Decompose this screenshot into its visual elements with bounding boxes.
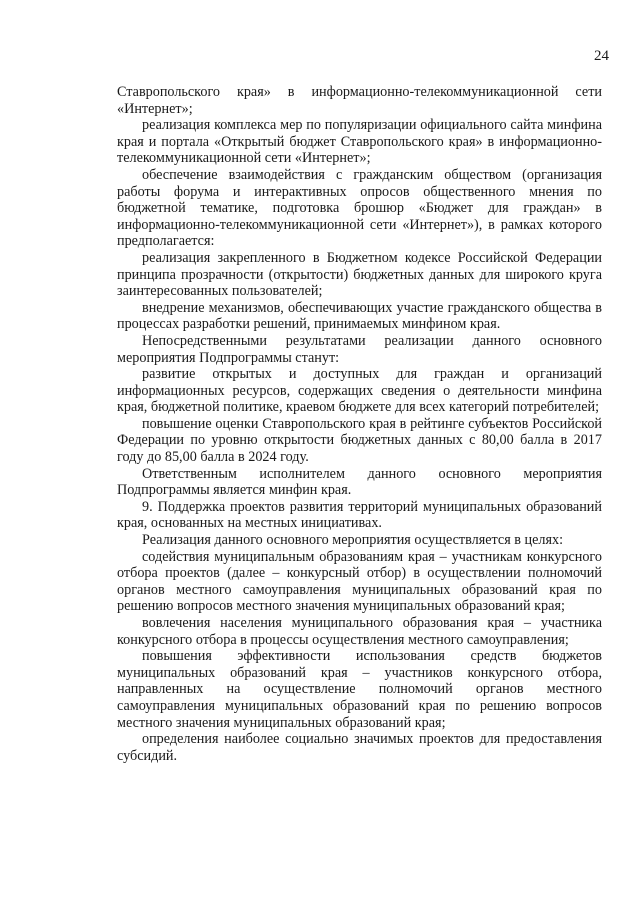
paragraph: реализация закрепленного в Бюджетном кодексе Российской Федерации принципа прозрачности (открытости) бюджетных данных для широкого круга заинтересованных пользователей; <box>117 249 602 300</box>
paragraph: повышение оценки Ставропольского края в рейтинге субъектов Российской Федерации по уровню открытости бюджетных данных с 80,00 балла в 2017 году до 85,00 балла в 2024 году. <box>117 415 602 466</box>
paragraph: обеспечение взаимодействия с гражданским обществом (организация работы форума и интерактивных опросов общественного мнения по бюджетной тематике, подготовка брошюр «Бюджет для граждан» в информационно-телекоммуникационной сети «Интернет»), в рамках которого предполагается: <box>117 166 602 250</box>
paragraph: повышения эффективности использования средств бюджетов муниципальных образований края – участников конкурсного отбора, направленных на осуществление полномочий органов местного самоуправления муниципальных образований края по решению вопросов местного значения муниципальных образований края; <box>117 648 602 731</box>
page-number: 24 <box>594 48 609 64</box>
paragraph: реализация комплекса мер по популяризации официального сайта минфина края и портала «Открытый бюджет Ставропольского края» в информационно-телекоммуникационной сети «Интернет»; <box>117 117 602 167</box>
paragraph: Ставропольского края» в информационно-телекоммуникационной сети «Интернет»; <box>117 84 602 117</box>
paragraph: определения наиболее социально значимых проектов для предоставления субсидий. <box>117 731 602 764</box>
paragraph: Непосредственными результатами реализации данного основного мероприятия Подпрограммы станут: <box>117 332 602 366</box>
paragraph: развитие открытых и доступных для граждан и организаций информационных ресурсов, содержащих сведения о деятельности минфина края, бюджетной политике, краевом бюджете для всех категорий потребителей; <box>117 366 602 416</box>
paragraph: Ответственным исполнителем данного основного мероприятия Подпрограммы является минфин края. <box>117 465 602 499</box>
document-body <box>117 84 602 764</box>
paragraph: содействия муниципальным образованиям края – участникам конкурсного отбора проектов (далее – конкурсный отбор) в осуществлении полномочий органов местного самоуправления муниципальных образований края по решению вопросов местного значения муниципальных образований края; <box>117 548 602 615</box>
paragraph: Реализация данного основного мероприятия осуществляется в целях: <box>142 532 564 549</box>
paragraph: внедрение механизмов, обеспечивающих участие гражданского общества в процессах разработки решений, принимаемых минфином края. <box>117 299 602 333</box>
paragraph: вовлечения населения муниципального образования края – участника конкурсного отбора в процессы осуществления местного самоуправления; <box>117 615 602 648</box>
paragraph: 9. Поддержка проектов развития территорий муниципальных образований края, основанных на местных инициативах. <box>117 498 602 532</box>
